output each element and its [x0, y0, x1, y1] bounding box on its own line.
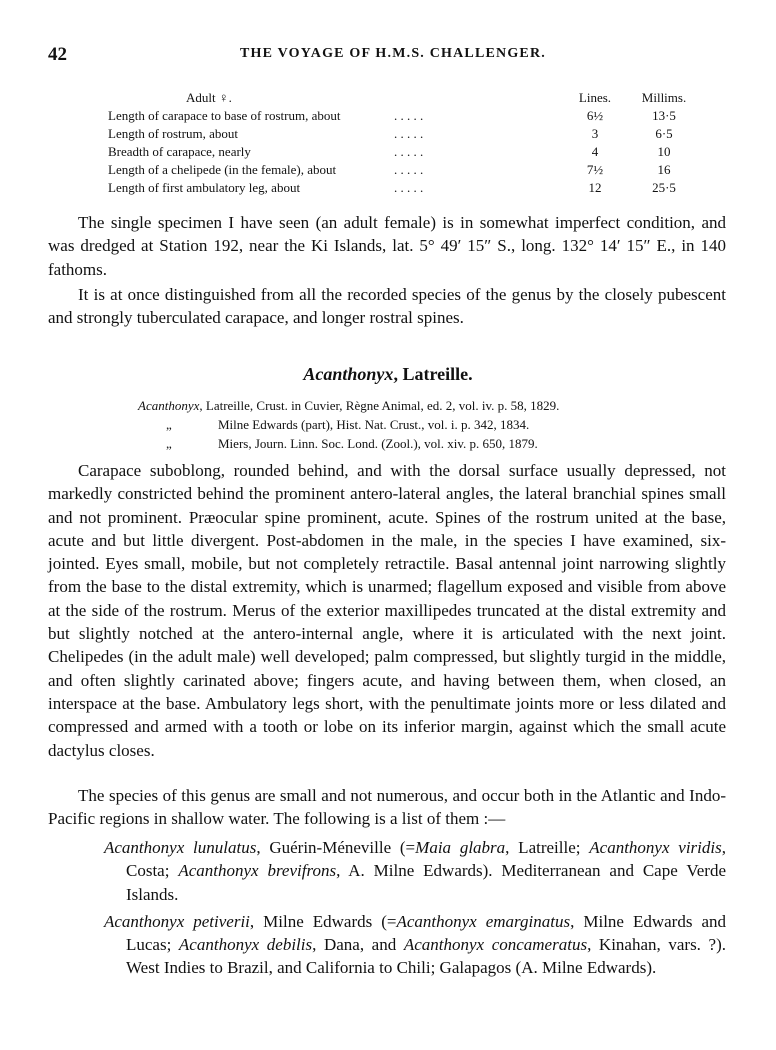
- genus-author: , Latreille.: [393, 364, 473, 384]
- species-text: , Milne Edwards and Lucas;: [126, 911, 726, 955]
- synonymy-line: [138, 415, 738, 434]
- synonymy-line: [138, 396, 738, 415]
- species-name: Acanthonyx concameratus: [403, 935, 588, 955]
- measurement-millims: 16: [657, 162, 671, 177]
- measurement-label: Length of first ambulatory leg, about: [108, 180, 301, 195]
- synonymy-list: [138, 396, 738, 453]
- synonymy-reference: Miers, Journ. Linn. Soc. Lond. (Zool.), vol. xiv. p. 650, 1879.: [218, 436, 538, 451]
- measurements-subject: Adult ♀.: [186, 90, 232, 105]
- measurement-row: [108, 180, 708, 198]
- leader-dots: . . . . .: [394, 162, 424, 177]
- measurement-lines: 12: [588, 180, 602, 195]
- measurement-label: Length of carapace to base of rostrum, about: [108, 108, 341, 123]
- genus-name: Acanthonyx: [303, 364, 394, 384]
- measurement-lines: 3: [591, 126, 599, 141]
- paragraph-distinction: It is at once distinguished from all the recorded species of the genus by the closely pubescent and strongly tuberculated carapace, and longer rostral spines.: [48, 285, 726, 328]
- species-name: Acanthonyx brevifrons: [178, 861, 337, 881]
- paragraph-specimen: The single specimen I have seen (an adult female) is in somewhat imperfect condition, and was dredged at Station 192, near the Ki Islands, lat. 5° 49′ 15″ S., long. 132° 14′ 15″ E., in 140 fathoms.: [48, 213, 726, 279]
- measurement-lines: 6½: [586, 108, 604, 123]
- page-header: [48, 44, 738, 66]
- species-name: Acanthonyx emarginatus: [396, 911, 571, 931]
- synonymy-reference: , Latreille, Crust. in Cuvier, Règne Animal, ed. 2, vol. iv. p. 58, 1829.: [199, 398, 560, 413]
- ditto-mark: „: [166, 417, 172, 432]
- species-text: , Guérin-Méneville (=: [256, 838, 416, 857]
- measurement-label: Length of a chelipede (in the female), about: [108, 162, 337, 177]
- species-name: Maia glabra: [415, 838, 506, 857]
- leader-dots: . . . . .: [394, 180, 424, 195]
- page-number: 42: [48, 44, 67, 65]
- species-text: , Kinahan, vars. ?). West Indies to Brazil, and California to Chili; Galapagos (A. Milne Edwards).: [126, 935, 726, 978]
- measurement-millims: 25·5: [652, 180, 676, 195]
- measurement-lines: 4: [591, 144, 599, 159]
- col-header-millims: Millims.: [641, 90, 687, 105]
- measurement-millims: 6·5: [655, 126, 673, 141]
- synonymy-line: [138, 434, 738, 453]
- synonymy-genus: Acanthonyx: [138, 398, 200, 413]
- measurement-row: [108, 162, 708, 180]
- species-name: Acanthonyx viridis: [589, 838, 722, 857]
- leader-dots: . . . . .: [394, 126, 424, 141]
- paragraph-genus-description: Carapace suboblong, rounded behind, and with the dorsal surface usually depressed, not markedly constricted behind the prominent antero-lateral angles, the lateral branchial spines small and not prominent. Præocular spine prominent, acute. Spines of the rostrum united at the base, acute and but little divergent. Post-abdomen in the male, in the species I have examined, six-jointed. Eyes small, mobile, but not completely retractile. Basal antennal joint narrowing slightly from the base to the distal extremity, which is unarmed; flagellum exposed and visible from above at the side of the rostrum. Merus of the exterior maxillipedes truncated at the distal extremity and but slightly notched at the antero-internal angle, where it is articulated with the next joint. Chelipedes (in the adult male) well developed; palm compressed, but slightly turgid in the middle, and often slightly carinated above; fingers acute, and having between them, when closed, an interspace at the base. Ambulatory legs short, with the penultimate joints more or less dilated and compressed and armed with a tooth or lobe on its inferior margin, against which the small acute dactylus closes.: [48, 461, 726, 760]
- paragraph-species-intro: The species of this genus are small and not numerous, and occur both in the Atlantic and Indo-Pacific regions in shallow water. The following is a list of them :—: [48, 786, 726, 829]
- measurement-row: [108, 126, 708, 144]
- species-text: , A. Milne Edwards). Mediterranean and Cape Verde Islands.: [126, 861, 726, 904]
- running-title: THE VOYAGE OF H.M.S. CHALLENGER.: [240, 46, 546, 61]
- species-name: Acanthonyx debilis: [178, 935, 313, 955]
- genus-heading: [0, 364, 776, 385]
- species-text: , Milne Edwards (=: [249, 911, 397, 931]
- measurements-table: [108, 90, 708, 198]
- species-text: , Latreille;: [505, 838, 590, 857]
- measurement-label: Length of rostrum, about: [108, 126, 238, 141]
- measurement-lines: 7½: [586, 162, 604, 177]
- leader-dots: . . . . .: [394, 108, 424, 123]
- measurement-label: Breadth of carapace, nearly: [108, 144, 251, 159]
- species-list: [104, 836, 726, 980]
- leader-dots: . . . . .: [394, 144, 424, 159]
- measurements-header-row: [108, 90, 708, 108]
- species-name: Acanthonyx petiverii: [104, 911, 250, 931]
- measurement-millims: 10: [657, 144, 671, 159]
- species-name: Acanthonyx lunulatus: [104, 838, 257, 857]
- col-header-lines: Lines.: [578, 90, 612, 105]
- species-text: , Costa;: [126, 838, 726, 881]
- species-entry: [104, 836, 726, 906]
- species-entry: [104, 910, 726, 980]
- species-text: , Dana, and: [312, 935, 404, 955]
- measurement-row: [108, 108, 708, 126]
- synonymy-reference: Milne Edwards (part), Hist. Nat. Crust., vol. i. p. 342, 1834.: [218, 417, 530, 432]
- measurement-millims: 13·5: [652, 108, 676, 123]
- measurement-row: [108, 144, 708, 162]
- ditto-mark: „: [166, 436, 172, 451]
